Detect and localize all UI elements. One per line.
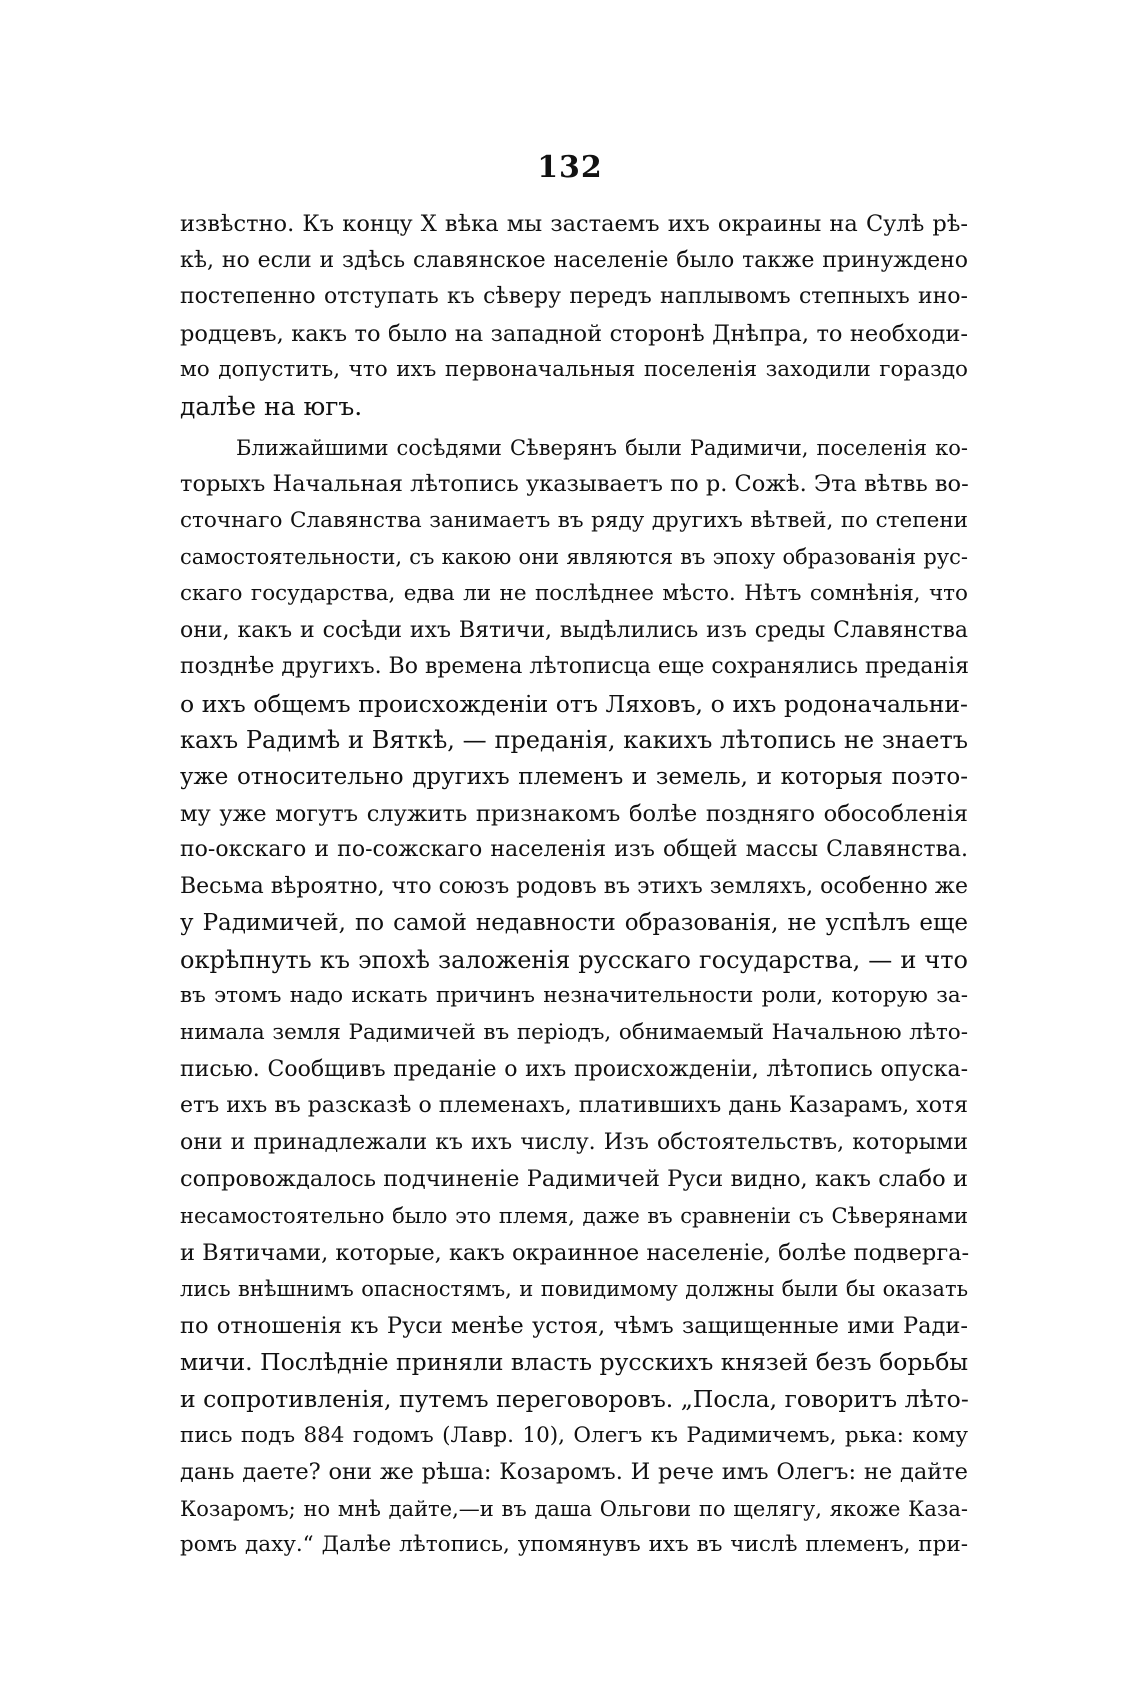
text-line: Ближайшими сосѣдями Сѣверянъ были Радимичи, поселенія ко- xyxy=(236,435,968,460)
text-line: несамостоятельно было это племя, даже въ сравненіи съ Сѣверянами xyxy=(180,1204,968,1229)
text-line: родцевъ, какъ то было на западной сторонѣ Днѣпра, то необходи- xyxy=(180,320,968,347)
text-line: постепенно отступать къ сѣверу передъ наплывомъ степныхъ ино- xyxy=(180,284,968,310)
text-line: дань даете? они же рѣша: Козаромъ. И рече имъ Олегъ: не дайте xyxy=(180,1459,968,1486)
text-line: далѣе на югъ. xyxy=(180,391,363,421)
text-line: и сопротивленія, путемъ переговоровъ. „Посла, говоритъ лѣто- xyxy=(180,1385,969,1413)
text-line: кахъ Радимѣ и Вяткѣ, — преданія, какихъ лѣтопись не знаетъ xyxy=(180,726,968,755)
paragraph-2 xyxy=(180,430,968,1564)
text-line: пись подъ 884 годомъ (Лавр. 10), Олегъ къ Радимичемъ, рька: кому xyxy=(180,1422,968,1448)
text-line: сточнаго Славянства занимаетъ въ ряду другихъ вѣтвей, по степени xyxy=(180,507,968,533)
text-line: скаго государства, едва ли не послѣднее мѣсто. Нѣтъ сомнѣнія, что xyxy=(180,580,968,606)
text-line: окрѣпнуть къ эпохѣ заложенія русскаго государства, — и что xyxy=(180,945,968,974)
text-line: сопровождалось подчиненіе Радимичей Руси видно, какъ слабо и xyxy=(180,1166,968,1193)
text-line: по-окскаго и по-сожскаго населенія изъ общей массы Славянства. xyxy=(180,837,968,863)
paragraph-1 xyxy=(180,206,968,426)
text-line: етъ ихъ въ разсказѣ о племенахъ, платившихъ дань Казарамъ, хотя xyxy=(180,1093,968,1119)
text-line: нимала земля Радимичей въ періодъ, обнимаемый Начальною лѣто- xyxy=(180,1020,968,1046)
text-line: о ихъ общемъ происхожденіи отъ Ляховъ, о ихъ родоначальни- xyxy=(180,689,968,718)
text-line: писью. Сообщивъ преданіе о ихъ происхожденіи, лѣтопись опуска- xyxy=(180,1056,968,1082)
text-line: у Радимичей, по самой недавности образованія, не успѣлъ еще xyxy=(180,910,968,937)
page-number: 132 xyxy=(537,150,603,185)
text-line: они и принадлежали къ ихъ числу. Изъ обстоятельствъ, которыми xyxy=(180,1129,968,1155)
text-line: Весьма вѣроятно, что союзъ родовъ въ этихъ земляхъ, особенно же xyxy=(180,873,968,899)
text-line: уже относительно другихъ племенъ и земель, и которыя поэто- xyxy=(180,763,968,790)
body-text xyxy=(180,206,968,1564)
text-line: лись внѣшнимъ опасностямъ, и повидимому должны были бы оказать xyxy=(180,1277,968,1302)
text-line: Козаромъ; но мнѣ дайте,—и въ даша Ольгови по щелягу, якоже Каза- xyxy=(180,1496,968,1521)
text-line: мичи. Послѣдніе приняли власть русскихъ князей безъ борьбы xyxy=(180,1348,969,1377)
text-line: извѣстно. Къ концу X вѣка мы застаемъ ихъ окраины на Сулѣ рѣ- xyxy=(180,211,968,237)
text-line: они, какъ и сосѣди ихъ Вятичи, выдѣлились изъ среды Славянства xyxy=(180,617,968,643)
text-line: торыхъ Начальная лѣтопись указываетъ по р. Сожѣ. Эта вѣтвь во- xyxy=(180,471,969,498)
text-line: кѣ, но если и здѣсь славянское населеніе было также принуждено xyxy=(180,247,968,273)
text-line: въ этомъ надо искать причинъ незначительности роли, которую за- xyxy=(180,983,968,1009)
text-line: и Вятичами, которые, какъ окраинное населеніе, болѣе подверга- xyxy=(180,1239,970,1266)
text-line: позднѣе другихъ. Во времена лѣтописца еще сохранялись преданія xyxy=(180,654,970,680)
text-line: мо допустить, что ихъ первоначальныя поселенія заходили гораздо xyxy=(180,357,968,383)
text-line: му уже могутъ служить признакомъ болѣе поздняго обособленія xyxy=(180,800,968,827)
text-line: ромъ даху.“ Далѣе лѣтопись, упомянувъ ихъ въ числѣ племенъ, при- xyxy=(180,1532,968,1558)
text-line: по отношенія къ Руси менѣе устоя, чѣмъ защищенные ими Ради- xyxy=(180,1312,968,1339)
text-line: самостоятельности, съ какою они являются въ эпоху образованія рус- xyxy=(180,545,968,570)
